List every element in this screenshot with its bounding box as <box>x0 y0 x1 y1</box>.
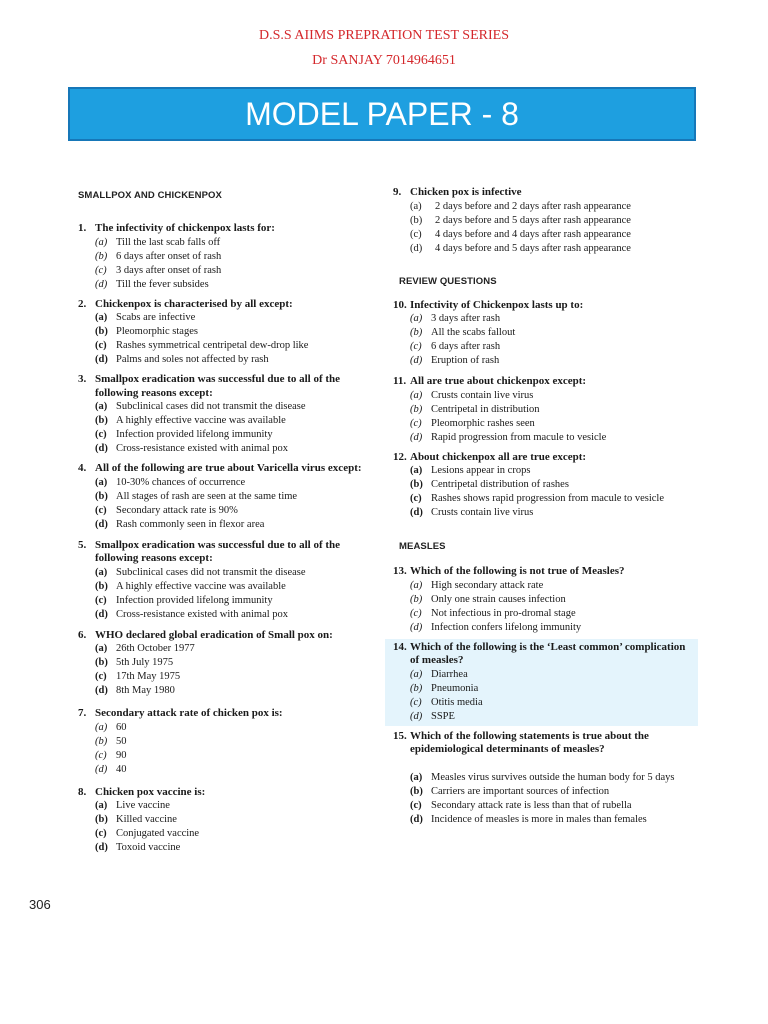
answer-option <box>95 518 378 532</box>
option-text: Infection provided lifelong immunity <box>116 429 273 440</box>
option-letter: (a) <box>410 668 423 680</box>
question-text: Chicken pox is infective <box>410 186 522 198</box>
answer-option <box>410 492 713 506</box>
answer-option <box>95 594 378 608</box>
option-letter: (c) <box>410 228 422 240</box>
question-stem <box>393 730 713 757</box>
answer-option <box>95 827 378 841</box>
question-text: About chickenpox all are true except: <box>410 450 587 463</box>
option-text: Measles virus survives outside the human body for 5 days <box>431 771 675 783</box>
answer-option <box>410 621 713 635</box>
answer-option <box>410 312 713 326</box>
option-letter: (b) <box>410 785 423 797</box>
answer-option <box>95 841 378 855</box>
option-text: 3 days after rash <box>431 313 501 324</box>
question-3 <box>78 373 378 456</box>
option-letter: (b) <box>410 682 423 694</box>
option-letter: (a) <box>410 389 423 401</box>
page-number: 306 <box>29 897 51 912</box>
answer-option <box>95 656 378 670</box>
option-letter: (a) <box>410 771 423 783</box>
question-4 <box>78 462 378 532</box>
question-stem <box>78 786 378 800</box>
answer-option <box>410 214 713 228</box>
question-8 <box>78 786 378 856</box>
options-list <box>410 464 713 520</box>
question-stem <box>393 565 713 579</box>
option-text: Incidence of measles is more in males than females <box>431 813 647 825</box>
option-text: Rash commonly seen in flexor area <box>116 518 265 530</box>
question-text: Chicken pox vaccine is: <box>95 785 206 798</box>
option-text: All the scabs fallout <box>431 327 516 338</box>
answer-option <box>410 799 713 813</box>
answer-option <box>95 428 378 442</box>
option-letter: (a) <box>95 401 108 412</box>
question-text: Smallpox eradication was successful due to all of the following reasons except: <box>95 373 341 399</box>
answer-option <box>95 580 378 594</box>
option-text: 90 <box>116 749 127 761</box>
question-14 <box>385 639 698 726</box>
option-text: 10-30% chances of occurrence <box>116 476 246 488</box>
option-letter: (a) <box>95 643 108 654</box>
question-stem <box>78 462 378 476</box>
option-text: 40 <box>116 763 127 775</box>
option-letter: (d) <box>95 518 108 530</box>
option-text: 2 days before and 2 days after rash appearance <box>435 200 631 212</box>
question-number: 2. <box>78 297 87 310</box>
option-text: Palms and soles not affected by rash <box>116 354 269 365</box>
option-letter: (c) <box>410 417 422 429</box>
option-letter: (c) <box>410 696 422 708</box>
question-stem <box>78 373 378 400</box>
option-letter: (a) <box>410 465 423 476</box>
option-text: Cross-resistance existed with animal pox <box>116 608 289 620</box>
option-letter: (d) <box>95 842 108 853</box>
options-list <box>95 236 378 292</box>
option-text: Lesions appear in crops <box>431 465 531 476</box>
option-letter: (d) <box>95 443 108 454</box>
option-text: Subclinical cases did not transmit the disease <box>116 566 306 578</box>
question-stem <box>78 707 378 721</box>
option-text: Centripetal in distribution <box>431 403 540 415</box>
option-text: 17th May 1975 <box>116 671 181 682</box>
question-number: 14. <box>393 640 407 653</box>
option-text: Live vaccine <box>116 800 170 811</box>
answer-option <box>95 566 378 580</box>
option-text: Subclinical cases did not transmit the disease <box>116 401 306 412</box>
answer-option <box>410 579 713 593</box>
option-text: Infection confers lifelong immunity <box>431 621 582 633</box>
option-text: Rashes symmetrical centripetal dew-drop like <box>116 340 309 351</box>
question-number: 4. <box>78 462 87 474</box>
option-text: Eruption of rash <box>431 355 500 366</box>
option-text: 26th October 1977 <box>116 643 195 654</box>
option-letter: (d) <box>410 507 423 518</box>
option-text: Toxoid vaccine <box>116 842 181 853</box>
question-number: 8. <box>78 785 87 798</box>
option-letter: (b) <box>95 490 108 502</box>
option-text: 2 days before and 5 days after rash appearance <box>435 214 631 226</box>
answer-option <box>95 264 378 278</box>
answer-option <box>410 242 713 256</box>
option-letter: (c) <box>95 594 107 606</box>
option-text: Only one strain causes infection <box>431 593 566 605</box>
option-text: A highly effective vaccine was available <box>116 580 286 592</box>
question-text: WHO declared global eradication of Small pox on: <box>95 628 333 641</box>
question-1 <box>78 222 378 292</box>
model-paper-banner: MODEL PAPER - 8 <box>68 87 696 141</box>
option-text: SSPE <box>431 710 455 722</box>
answer-option <box>95 721 378 735</box>
answer-option <box>410 478 713 492</box>
option-text: Pleomorphic rashes seen <box>431 417 535 429</box>
option-letter: (a) <box>410 313 423 324</box>
option-text: 6 days after rash <box>431 341 501 352</box>
options-list <box>95 721 378 777</box>
option-letter: (b) <box>95 250 108 262</box>
answer-option <box>410 771 713 785</box>
option-letter: (b) <box>410 479 423 490</box>
question-11 <box>393 375 713 445</box>
options-list <box>410 668 690 724</box>
option-text: Pneumonia <box>431 682 479 694</box>
option-text: Infection provided lifelong immunity <box>116 594 273 606</box>
question-stem <box>393 451 713 465</box>
option-text: 60 <box>116 721 127 733</box>
option-text: Rapid progression from macule to vesicle <box>431 431 607 443</box>
question-stem <box>393 375 713 389</box>
answer-option <box>410 813 713 827</box>
question-text: Which of the following is not true of Measles? <box>410 565 625 577</box>
option-letter: (a) <box>95 476 108 488</box>
answer-option <box>410 785 713 799</box>
question-10 <box>393 299 713 369</box>
answer-option <box>95 813 378 827</box>
option-text: Carriers are important sources of infection <box>431 785 610 797</box>
question-text: Smallpox eradication was successful due to all of the following reasons except: <box>95 538 341 564</box>
question-number: 15. <box>393 729 407 742</box>
option-text: Crusts contain live virus <box>431 507 534 518</box>
question-9 <box>393 186 713 256</box>
answer-option <box>95 339 378 353</box>
question-stem <box>393 641 690 668</box>
options-list <box>410 200 713 256</box>
option-letter: (a) <box>95 236 108 248</box>
answer-option <box>410 340 713 354</box>
question-number: 12. <box>393 450 407 463</box>
question-number: 3. <box>78 373 87 385</box>
answer-option <box>95 735 378 749</box>
answer-option <box>410 326 713 340</box>
option-letter: (c) <box>410 607 422 619</box>
options-list <box>95 311 378 367</box>
option-letter: (c) <box>95 828 107 839</box>
question-number: 1. <box>78 222 87 234</box>
option-letter: (d) <box>95 278 108 290</box>
option-letter: (b) <box>95 326 108 337</box>
answer-option <box>410 389 713 403</box>
option-letter: (d) <box>95 685 108 696</box>
answer-option <box>95 670 378 684</box>
option-text: Crusts contain live virus <box>431 389 534 401</box>
question-stem <box>393 186 713 200</box>
answer-option <box>95 236 378 250</box>
option-text: Till the fever subsides <box>116 278 209 290</box>
answer-option <box>95 763 378 777</box>
question-text: Which of the following is the ‘Least common’ complication of measles? <box>410 640 686 666</box>
section-heading-smallpox: SMALLPOX AND CHICKENPOX <box>78 190 222 201</box>
option-text: 50 <box>116 735 127 747</box>
option-text: Secondary attack rate is less than that of rubella <box>431 799 632 811</box>
option-letter: (a) <box>95 566 108 578</box>
answer-option <box>410 228 713 242</box>
option-text: A highly effective vaccine was available <box>116 415 286 426</box>
answer-option <box>95 278 378 292</box>
answer-option <box>95 414 378 428</box>
answer-option <box>410 593 713 607</box>
option-text: Cross-resistance existed with animal pox <box>116 443 289 454</box>
question-number: 6. <box>78 628 87 641</box>
question-number: 11. <box>393 375 407 387</box>
question-text: Which of the following statements is true about the epidemiological determinants of measles? <box>410 729 649 755</box>
question-12 <box>393 451 713 521</box>
option-letter: (d) <box>410 431 423 443</box>
answer-option <box>410 607 713 621</box>
option-text: 6 days after onset of rash <box>116 250 222 262</box>
option-letter: (b) <box>410 403 423 415</box>
question-5 <box>78 539 378 622</box>
question-stem <box>78 539 378 566</box>
options-list <box>95 799 378 855</box>
answer-option <box>410 431 713 445</box>
option-text: Not infectious in pro-dromal stage <box>431 607 576 619</box>
option-letter: (d) <box>95 608 108 620</box>
option-letter: (c) <box>410 799 422 811</box>
options-list <box>410 312 713 368</box>
question-text: All of the following are true about Varicella virus except: <box>95 462 362 474</box>
answer-option <box>410 506 713 520</box>
section-heading-review: REVIEW QUESTIONS <box>399 275 497 287</box>
option-letter: (a) <box>95 721 108 733</box>
answer-option <box>95 799 378 813</box>
question-number: 10. <box>393 298 407 311</box>
question-stem <box>78 222 378 236</box>
header-title: D.S.S AIIMS PREPRATION TEST SERIES <box>259 28 509 43</box>
option-letter: (d) <box>410 813 423 825</box>
option-text: Conjugated vaccine <box>116 828 200 839</box>
option-letter: (b) <box>95 657 108 668</box>
option-text: Till the last scab falls off <box>116 236 221 248</box>
answer-option <box>410 696 690 710</box>
option-text: Rashes shows rapid progression from macule to vesicle <box>431 493 664 504</box>
option-text: 8th May 1980 <box>116 685 175 696</box>
option-letter: (a) <box>410 200 422 212</box>
options-list <box>410 771 713 827</box>
answer-option <box>410 354 713 368</box>
option-letter: (b) <box>95 814 108 825</box>
option-text: 4 days before and 5 days after rash appearance <box>435 242 631 254</box>
question-13 <box>393 565 713 635</box>
options-list <box>95 642 378 698</box>
answer-option <box>410 464 713 478</box>
right-column <box>393 186 713 827</box>
option-letter: (d) <box>410 621 423 633</box>
question-text: Secondary attack rate of chicken pox is: <box>95 707 283 719</box>
question-text: Infectivity of Chickenpox lasts up to: <box>410 298 584 311</box>
option-letter: (c) <box>95 264 107 276</box>
option-letter: (a) <box>410 579 423 591</box>
option-letter: (a) <box>95 800 108 811</box>
question-number: 5. <box>78 538 87 551</box>
options-list <box>410 389 713 445</box>
option-letter: (b) <box>410 327 423 338</box>
answer-option <box>95 642 378 656</box>
option-letter: (b) <box>410 593 423 605</box>
options-list <box>95 476 378 532</box>
option-letter: (c) <box>95 671 107 682</box>
option-letter: (c) <box>410 341 422 352</box>
answer-option <box>95 353 378 367</box>
option-letter: (c) <box>410 493 422 504</box>
option-text: Killed vaccine <box>116 814 177 825</box>
option-text: Scabs are infective <box>116 312 196 323</box>
answer-option <box>95 504 378 518</box>
answer-option <box>95 684 378 698</box>
option-letter: (a) <box>95 312 108 323</box>
answer-option <box>95 250 378 264</box>
option-letter: (b) <box>95 735 108 747</box>
option-letter: (c) <box>95 340 107 351</box>
question-stem <box>78 629 378 643</box>
question-number: 13. <box>393 565 407 577</box>
question-2 <box>78 298 378 368</box>
options-list <box>410 579 713 635</box>
left-column <box>78 190 378 855</box>
question-6 <box>78 629 378 699</box>
options-list <box>95 566 378 622</box>
question-number: 7. <box>78 707 87 719</box>
question-stem <box>78 298 378 312</box>
option-letter: (b) <box>95 580 108 592</box>
section-heading-measles: MEASLES <box>399 541 446 552</box>
answer-option <box>410 668 690 682</box>
answer-option <box>95 608 378 622</box>
option-text: All stages of rash are seen at the same time <box>116 490 298 502</box>
option-text: 4 days before and 4 days after rash appearance <box>435 228 631 240</box>
option-text: Diarrhea <box>431 668 468 680</box>
answer-option <box>410 403 713 417</box>
option-letter: (d) <box>410 355 423 366</box>
question-7 <box>78 707 378 777</box>
option-letter: (c) <box>95 429 107 440</box>
option-letter: (d) <box>410 710 423 722</box>
option-letter: (d) <box>95 763 108 775</box>
option-letter: (d) <box>95 354 108 365</box>
answer-option <box>95 311 378 325</box>
answer-option <box>410 682 690 696</box>
option-text: Centripetal distribution of rashes <box>431 479 569 490</box>
question-text: Chickenpox is characterised by all except: <box>95 297 293 310</box>
question-number: 9. <box>393 186 402 198</box>
answer-option <box>95 749 378 763</box>
answer-option <box>410 200 713 214</box>
option-letter: (d) <box>410 242 423 254</box>
question-text: All are true about chickenpox except: <box>410 375 587 387</box>
answer-option <box>95 400 378 414</box>
answer-option <box>95 476 378 490</box>
answer-option <box>95 490 378 504</box>
header-author: Dr SANJAY 7014964651 <box>312 53 456 68</box>
options-list <box>95 400 378 456</box>
answer-option <box>410 710 690 724</box>
option-letter: (c) <box>95 749 107 761</box>
question-stem <box>393 299 713 313</box>
option-letter: (b) <box>410 214 423 226</box>
option-letter: (b) <box>95 415 108 426</box>
answer-option <box>95 442 378 456</box>
question-text: The infectivity of chickenpox lasts for: <box>95 222 275 234</box>
option-text: Otitis media <box>431 696 483 708</box>
option-text: 3 days after onset of rash <box>116 264 222 276</box>
answer-option <box>95 325 378 339</box>
answer-option <box>410 417 713 431</box>
option-text: 5th July 1975 <box>116 657 174 668</box>
option-text: Secondary attack rate is 90% <box>116 504 238 516</box>
option-text: Pleomorphic stages <box>116 326 198 337</box>
option-text: High secondary attack rate <box>431 579 544 591</box>
question-15 <box>393 730 713 827</box>
option-letter: (c) <box>95 504 107 516</box>
